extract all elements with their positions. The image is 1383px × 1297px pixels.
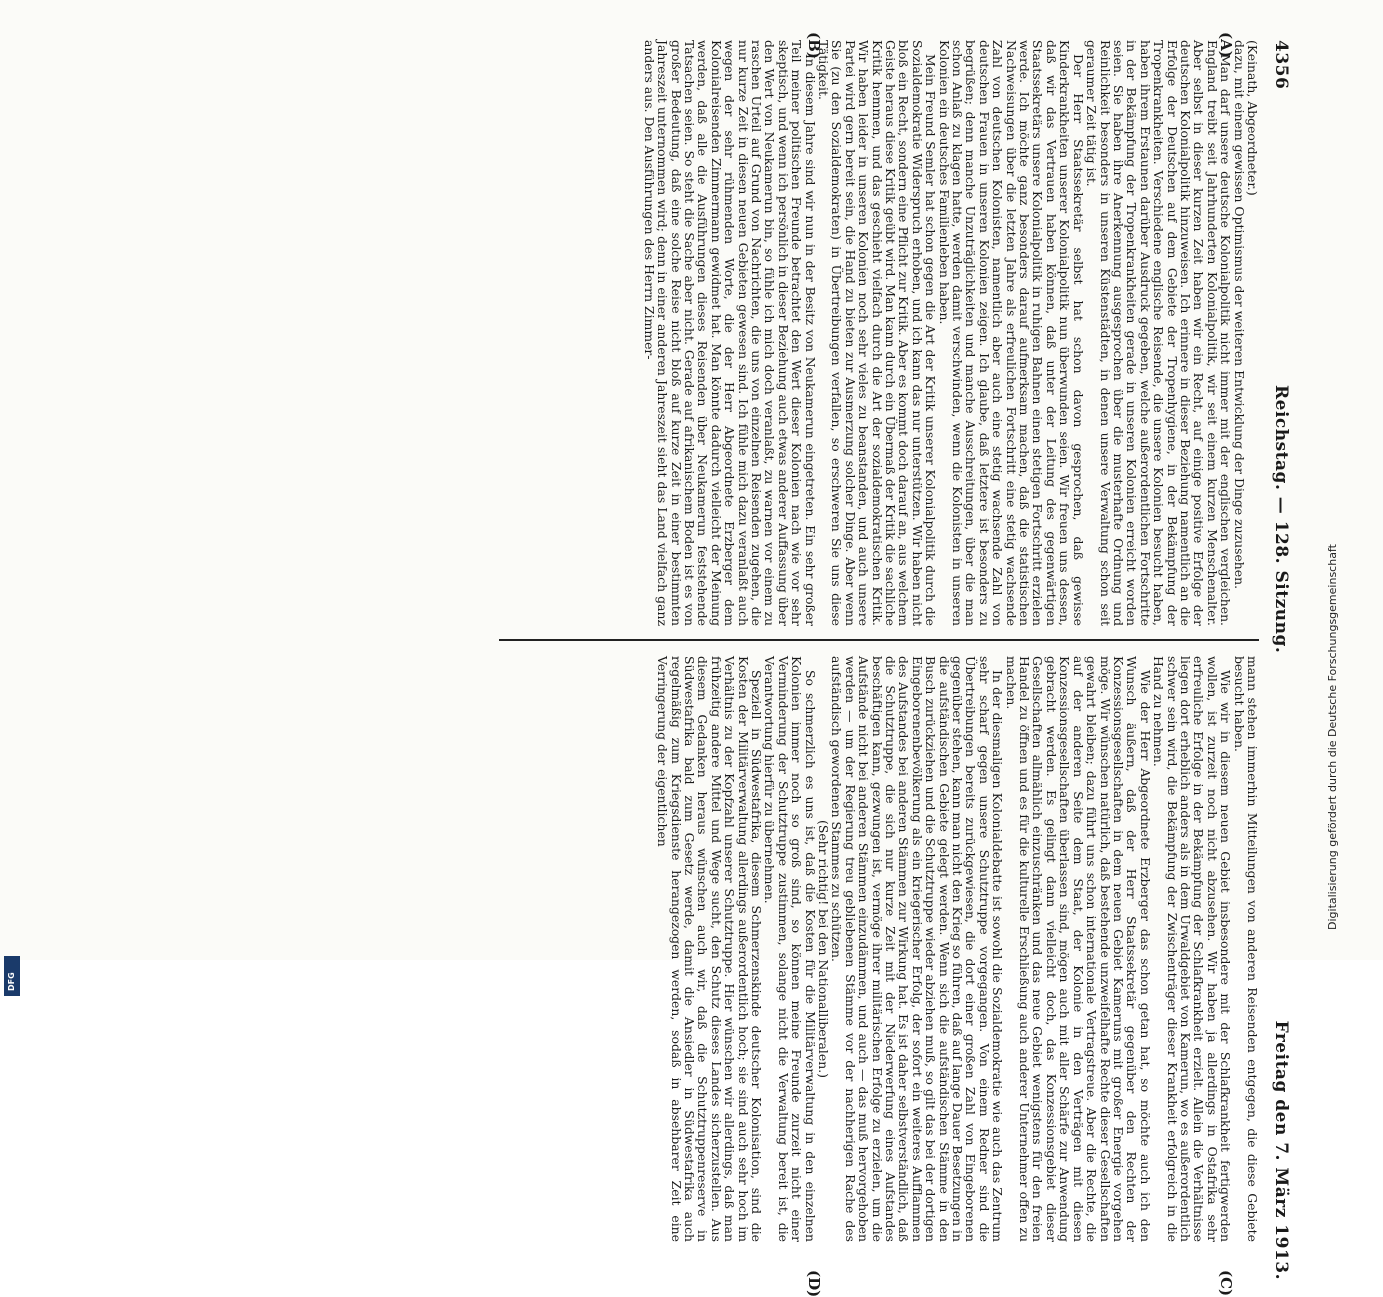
credit-text: Digitalisierung gefördert durch die Deutsche Forschungsgemeinschaft [1326,544,1339,930]
paragraph: Man darf unsere deutsche Kolonialpolitik nicht immer mit der englischen vergleichen. England treibt seit Jahrhunderten Kolonialpolitik, wir seit einem kurzen Menschenalter. Aber selbst in dieser kurzen Zeit haben wir ein Recht, auf einige positive Erfolge der deutschen Kolonialpolitik hinzuweisen. Ich erinnere in dieser Beziehung namentlich an die Erfolge der Deutschen auf dem Gebiete der Tropenhygiene, in der Bekämpfung der Tropenkrankheiten. Verschiedene englische Reisende, die unsere Kolonien besucht haben, haben ihrem Erstaunen darüber Ausdruck gegeben, welche außerordentlichen Fortschritte in der Bekämpfung der Tropenkrankheiten gerade in unseren Kolonien erreicht worden seien. Sie haben ihre Anerkennung ausgesprochen über die musterhafte Ordnung und Reinlichkeit besonders in unseren Küstenstädten, in denen unsere Verwaltung schon seit geraumer Zeit tätig ist. [1084,40,1234,626]
paragraph: In der diesmaligen Kolonialdebatte ist sowohl die Sozialdemokratie wie auch das Zentrum sehr scharf gegen unsere Schutztruppe vorgegangen. Von einem Redner sind die Übertreibungen bereits zurückgewiesen, die dort einer großen Zahl von Eingeborenen gegenüber stehen, kann man nicht den Krieg so führen, daß auf lange Dauer Besetzungen in die aufständischen Gebiete gelegt werden. Wenn sich die aufständischen Stämme in den Busch zurückziehen und die Schutztruppe wieder abziehen muß, so gilt das bei der dortigen Eingeborenenbevölkerung als ein kriegerischer Erfolg, der sofort ein weiteres Aufflammen des Aufstandes bei anderen Stämmen zur Wirkung hat. Es ist daher selbstverständlich, daß die Schutztruppe, die sich nur kurze Zeit mit der Niederwerfung eines Aufstandes beschäftigen kann, gezwungen ist, vermöge ihrer militärischen Erfolge zu erzielen, um die Aufstände nicht bei anderen Stämmen einzudämmen, und auch — das muß hervorgehoben werden — um der Regierung treu gebliebenen Stämme vor der nachherigen Rache des aufständisch gewordenen Stammes zu schützen. [829,656,1006,1242]
text-column-left [459,40,1259,626]
margin-tag-c: (C) [1217,1270,1235,1297]
page-date: Freitag den 7. März 1913. [1271,1020,1291,1280]
column-divider [499,639,1259,641]
paragraph: So schmerzlich es uns ist, daß die Kosten für die Militärverwaltung in den einzelnen Kolonien immer noch so groß sind, so können meine Freunde zurzeit nicht einer Verminderung der Schutztruppe zustimmen, solange nicht die Verwaltung bereit ist, die Verantwortung hierfür zu übernehmen. [762,656,818,1242]
paragraph: dazu, mit einem gewissen Optimismus der weiteren Entwicklung der Dinge zuzusehen. [1231,40,1247,590]
paragraph: Mein Freund Semler hat schon gegen die Art der Kritik unserer Kolonialpolitik durch die Sozialdemokratie Widerspruch erhoben, und ich kann das nur unterstützen. Wir haben nicht bloß ein Recht, sondern eine Pflicht zur Kritik. Aber es kommt doch darauf an, aus welchem Geiste heraus diese Kritik geübt wird. Man kann durch ein Übermaß der Kritik die sachliche Kritik hemmen, und das geschieht vielfach durch die Art der sozialdemokratischen Kritik. Wir haben leider in unseren Kolonien noch sehr vieles zu beanstanden, und auch unsere Partei wird gern bereit sein, die Hand zu bieten zur Ausmerzung solcher Dinge. Aber wenn Sie (zu den Sozialdemokraten) in Übertreibungen verfallen, so erschweren Sie uns diese Tätigkeit. [816,40,939,626]
margin-tag-d: (D) [805,1270,823,1297]
interjection: (Sehr richtig! bei den Nationalliberalen.) [816,820,831,1078]
dfg-logo-icon [4,956,20,996]
page-number: 4356 [1271,40,1291,90]
text-column-right [459,656,1259,1242]
speaker-line: (Keinath, Abgeordneter.) [1245,40,1260,196]
margin-tag-b: (B) [805,32,823,59]
paragraph: In diesem Jahre sind wir nun in der Besitz von Neukamerun eingetreten. Ein sehr großer Teil meiner politischen Freunde betrachtet den Wert dieser Kolonien nach wie vor sehr skeptisch, und wenn ich persönlich in dieser Beziehung auch etwas anderer Auffassung über den Wert von Neukamerun bin, so fühle ich mich doch veranlaßt, zu warnen vor einem zu raschen Urteil auf Grund von Nachrichten, die uns von einzelnen Reisenden zugehen, die nur kurze Zeit in diesen neuen Gebieten gewesen sind. Ich fühle mich dazu veranlaßt auch wegen der sehr rühmenden Worte, die der Herr Abgeordnete Erzberger dem Kolonialreisenden Zimmermann gewidmet hat. Man könnte dadurch vielleicht der Meinung werden, daß alle die Ausführungen dieses Reisenden über Neukamerun feststehende Tatsachen seien. So steht die Sache aber nicht. Gerade auf afrikanischem Boden ist es von großer Bedeutung, daß eine solche Reise nicht bloß auf kurze Zeit in einer bestimmten Jahreszeit unternommen wird; denn in einer anderen Jahreszeit sieht das Land vielfach ganz anders aus. Den Ausführungen des Herrn Zimmer- [641,40,818,626]
page-header [1265,40,1291,1280]
paragraph: Der Herr Staatssekretär selbst hat schon davon gesprochen, daß gewisse Kinderkrankheiten unserer Kolonialpolitik nun überwunden seien. Wir freuen uns dessen, daß wir das Vertrauen haben können, daß unter der Leitung des gegenwärtigen Staatssekretärs unsere Kolonialpolitik in ruhigen Bahnen einen stetigen Fortschritt erzielen werde. Ich möchte ganz besonders darauf aufmerksam machen, daß die statistischen Nachweisungen über die letzten Jahre als erfreulichen Fortschritt eine stetig wachsende Zahl von deutschen Kolonisten, namentlich aber auch eine stetig wachsende Zahl von deutschen Frauen in unseren Kolonien zeigen. Ich glaube, daß letztere ist besonders zu begrüßen; denn manche Unzuträglichkeiten und manche Ausschreitungen, über die man schon Anlaß zu klagen hatte, werden damit verschwinden, wenn die Kolonisten in unseren Kolonien ein deutsches Familienleben haben. [936,40,1086,626]
paragraph: mann stehen immerhin Mitteilungen von anderen Reisenden entgegen, die diese Gebiete besucht haben. [1231,656,1260,1242]
paragraph: Wie der Herr Abgeordnete Erzberger das schon getan hat, so möchte auch ich den Wunsch äußern, daß der Herr Staatssekretär gegenüber den Rechten der Konzessionsgesellschaften in dem neuen Gebiet Kameruns mit großer Energie vorgehen möge. Wir wünschen natürlich, daß bestehende unzweifelhafte Rechte dieser Gesellschaften gewahrt bleiben; dazu führt uns schon internationale Vertragstreue. Aber die Rechte, die auf der anderen Seite dem Staat, der Kolonie in den Verträgen mit diesen Konzessionsgesellschaften überlassen sind, mögen auch mit aller Schärfe zur Anwendung gebracht werden. Es gelingt dann vielleicht doch, das Konzessionsgebiet dieser Gesellschaften allmählich einzuschränken und das neue Gebiet wenigstens für den freien Handel zu öffnen und es für die kulturelle Erschließung auch anderer Unternehmer offen zu machen. [1003,656,1153,1242]
paragraph: Speziell in Südwestafrika, diesem Schmerzenskinde deutscher Kolonisation, sind die Kosten der Militärverwaltung allerdings außerordentlich hoch; sie sind auch sehr hoch im Verhältnis zu der Kopfzahl unserer Schutztruppe. Hier wünschen wir allerdings, daß man frühzeitig andere Mittel und Wege sucht, den Schutz dieses Landes sicherzustellen. Aus diesem Gedanken heraus wünschen auch wir, daß die Schutztruppenreserve in Südwestafrika bald zum Gesetz werde, damit die Ansiedler in Südwestafrika auch regelmäßig zum Kriegsdienste herangezogen werden, sodaß in absehbarer Zeit eine Verringerung der eigentlichen [655,656,764,1242]
logo-text: DFG [7,972,16,991]
margin-tag-a: (A) [1217,32,1235,58]
paragraph: Wie wir in diesem neuen Gebiet insbesondere mit der Schlafkrankheit fertigwerden wollen, ist zurzeit noch nicht abzusehen. Wir haben ja allerdings in Ostafrika sehr erfreuliche Erfolge in der Bekämpfung der Schlafkrankheit erzielt. Allein die Verhältnisse liegen dort erheblich anders als in dem Urwaldgebiet von Kamerun, wo es außerordentlich schwer sein wird, die Bekämpfung der Zwischenträger dieser Krankheit erfolgreich in die Hand zu nehmen. [1151,656,1234,1242]
page-title: Reichstag. — 128. Sitzung. [1271,385,1291,654]
digitization-credit [1326,0,1346,1000]
